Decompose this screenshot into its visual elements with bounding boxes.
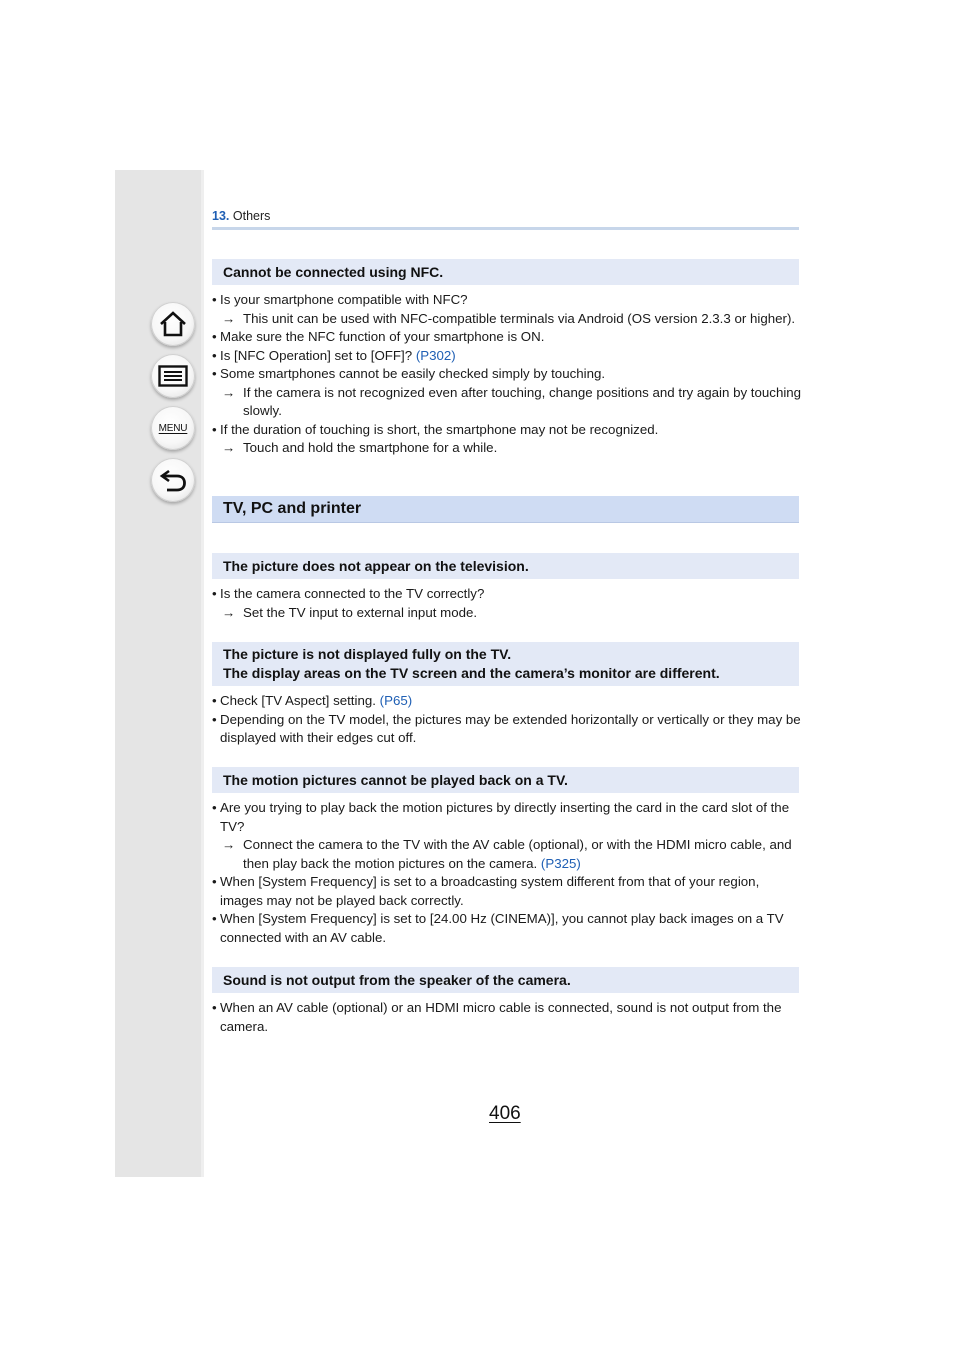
tv-motion-body bbox=[212, 799, 802, 947]
return-icon bbox=[158, 467, 188, 493]
tv-picture-body bbox=[212, 585, 802, 622]
list-item: → This unit can be used with NFC-compatible terminals via Android (OS version 2.3.3 or higher). bbox=[212, 310, 802, 329]
heading-line: The display areas on the TV screen and the camera’s monitor are different. bbox=[223, 665, 720, 681]
tv-display-heading bbox=[212, 642, 799, 686]
arrow-icon: → bbox=[222, 384, 236, 400]
page-link-p65[interactable]: (P65) bbox=[379, 693, 413, 708]
list-item: • Is your smartphone compatible with NFC? bbox=[212, 291, 802, 310]
tv-display-body bbox=[212, 692, 802, 748]
list-item: • Is the camera connected to the TV correctly? bbox=[212, 585, 802, 604]
page-number: 406 bbox=[489, 1103, 521, 1124]
list-item: • When an AV cable (optional) or an HDMI micro cable is connected, sound is not output from the camera. bbox=[212, 999, 802, 1036]
arrow-icon: → bbox=[222, 310, 236, 326]
heading-line: The picture is not displayed fully on the TV. bbox=[223, 646, 512, 662]
tv-motion-heading: The motion pictures cannot be played back on a TV. bbox=[212, 767, 799, 793]
nfc-heading: Cannot be connected using NFC. bbox=[212, 259, 799, 285]
page-link-p302[interactable]: (P302) bbox=[415, 347, 456, 363]
list-item: → Set the TV input to external input mode. bbox=[212, 604, 802, 623]
tv-picture-heading: The picture does not appear on the television. bbox=[212, 553, 799, 579]
arrow-icon: → bbox=[222, 440, 236, 455]
list-item: • Depending on the TV model, the pictures may be extended horizontally or vertically or they may be displayed with their edges cut off. bbox=[212, 711, 802, 748]
contents-button[interactable] bbox=[151, 354, 195, 398]
chapter-label bbox=[212, 209, 270, 223]
section-title: TV, PC and printer bbox=[212, 496, 799, 523]
list-item: • Check [TV Aspect] setting. (P65) bbox=[212, 692, 802, 711]
home-button[interactable] bbox=[151, 302, 195, 346]
list-item: → If the camera is not recognized even after touching, change positions and try again by touching slowly. bbox=[222, 384, 802, 418]
home-icon bbox=[158, 310, 188, 338]
list-item: • If the duration of touching is short, the smartphone may not be recognized. bbox=[212, 421, 802, 440]
list-item: • Are you trying to play back the motion pictures by directly inserting the card in the card slot of the TV? bbox=[212, 799, 802, 836]
page-link-p325[interactable]: (P325) bbox=[540, 855, 581, 871]
list-icon bbox=[158, 365, 188, 387]
list-item: • Is [NFC Operation] set to [OFF]? (P302) bbox=[212, 347, 802, 366]
arrow-icon: → bbox=[222, 604, 236, 620]
header-rule bbox=[212, 227, 799, 230]
back-button[interactable] bbox=[151, 458, 195, 502]
nfc-body bbox=[212, 291, 802, 458]
chapter-number: 13. bbox=[212, 209, 230, 223]
list-item: → Touch and hold the smartphone for a while. bbox=[212, 439, 802, 458]
list-item: • Make sure the NFC function of your smartphone is ON. bbox=[212, 328, 802, 347]
list-item: • Some smartphones cannot be easily checked simply by touching. bbox=[212, 365, 802, 384]
tv-sound-heading: Sound is not output from the speaker of the camera. bbox=[212, 967, 799, 993]
list-item: • When [System Frequency] is set to a broadcasting system different from that of your region, images may not be played back correctly. bbox=[212, 873, 802, 910]
arrow-icon: → bbox=[222, 837, 236, 852]
tv-sound-body bbox=[212, 999, 802, 1036]
menu-button[interactable] bbox=[151, 406, 195, 450]
list-item: • When [System Frequency] is set to [24.00 Hz (CINEMA)], you cannot play back images on a TV connected with an AV cable. bbox=[212, 910, 802, 947]
chapter-title: Others bbox=[232, 209, 271, 223]
menu-label: MENU bbox=[158, 422, 188, 434]
list-item: → Connect the camera to the TV with the AV cable (optional), or with the HDMI micro cable, and then play back the motion pictures on the camera. (P325) bbox=[222, 837, 792, 871]
